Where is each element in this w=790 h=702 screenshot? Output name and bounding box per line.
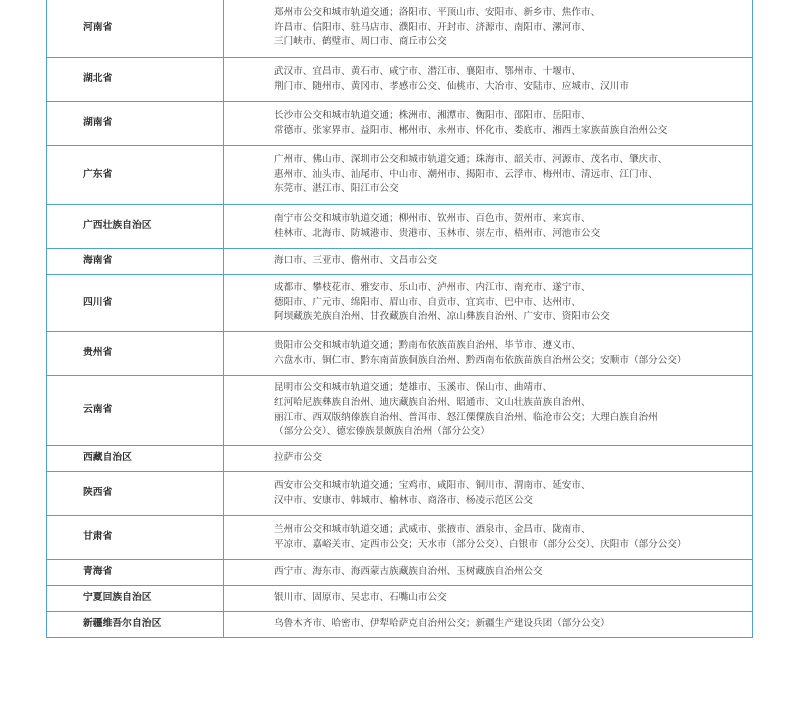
cities-line: 兰州市公交和城市轨道交通；武威市、张掖市、酒泉市、金昌市、陇南市、 [274, 523, 591, 535]
cities-cell [224, 586, 753, 612]
cities-cell [224, 516, 753, 560]
cities-cell [224, 560, 753, 586]
cities-line: 武汉市、宜昌市、黄石市、咸宁市、潜江市、襄阳市、鄂州市、十堰市、 [274, 65, 581, 77]
cities-line: 广州市、佛山市、深圳市公交和城市轨道交通；珠海市、韶关市、河源市、茂名市、肇庆市、 [274, 154, 668, 166]
province-cell: 四川省 [47, 275, 224, 332]
cities-line: 南宁市公交和城市轨道交通；柳州市、钦州市、百色市、贺州市、来宾市、 [274, 212, 591, 224]
table-row [47, 516, 753, 560]
table-row [47, 146, 753, 205]
cities-cell [224, 376, 753, 446]
cities-line: 平凉市、嘉峪关市、定西市公交；天水市（部分公交）、白银市（部分公交）、庆阳市（部分公交） [274, 538, 687, 550]
cities-cell [224, 102, 753, 146]
cities-cell [224, 58, 753, 102]
province-cell: 贵州省 [47, 332, 224, 376]
cities-cell [224, 249, 753, 275]
province-cell: 宁夏回族自治区 [47, 586, 224, 612]
province-cell: 青海省 [47, 560, 224, 586]
cities-line: 汉中市、安康市、韩城市、榆林市、商洛市、杨凌示范区公交 [274, 494, 534, 506]
province-cell: 广东省 [47, 146, 224, 205]
cities-line: 乌鲁木齐市、哈密市、伊犁哈萨克自治州公交；新疆生产建设兵团（部分公交） [274, 618, 610, 630]
cities-line: 海口市、三亚市、儋州市、文昌市公交 [274, 255, 438, 267]
table-row [47, 560, 753, 586]
table-row [47, 332, 753, 376]
table-row [47, 102, 753, 146]
cities-line: 东莞市、湛江市、阳江市公交 [274, 183, 399, 195]
table-row [47, 446, 753, 472]
cities-line: 许昌市、信阳市、驻马店市、濮阳市、开封市、济源市、南阳市、漯河市、 [274, 21, 591, 33]
province-cell: 广西壮族自治区 [47, 205, 224, 249]
cities-cell [224, 612, 753, 638]
cities-line: 德阳市、广元市、绵阳市、眉山市、自贡市、宜宾市、巴中市、达州市、 [274, 296, 581, 308]
table-row [47, 376, 753, 446]
cities-line: 六盘水市、铜仁市、黔东南苗族侗族自治州、黔西南布依族苗族自治州公交；安顺市（部分公交） [274, 354, 687, 366]
table-row [47, 205, 753, 249]
cities-line: 西宁市、海东市、海西蒙古族藏族自治州、玉树藏族自治州公交 [274, 566, 543, 578]
cities-cell [224, 205, 753, 249]
cities-line: 拉萨市公交 [274, 452, 322, 464]
cities-line: 三门峡市、鹤璧市、周口市、商丘市公交 [274, 36, 447, 48]
cities-line: 桂林市、北海市、防城港市、贵港市、玉林市、崇左市、梧州市、河池市公交 [274, 227, 601, 239]
cities-line: 红河哈尼族彝族自治州、迪庆藏族自治州、昭通市、文山壮族苗族自治州、 [274, 396, 591, 408]
table-row [47, 275, 753, 332]
cities-line: 郑州市公交和城市轨道交通；洛阳市、平顶山市、安阳市、新乡市、焦作市、 [274, 7, 601, 19]
cities-cell [224, 446, 753, 472]
province-cell: 湖南省 [47, 102, 224, 146]
cities-line: 西安市公交和城市轨道交通；宝鸡市、咸阳市、铜川市、渭南市、延安市、 [274, 479, 591, 491]
cities-line: 昆明市公交和城市轨道交通；楚雄市、玉溪市、保山市、曲靖市、 [274, 382, 553, 394]
cities-cell [224, 146, 753, 205]
cities-cell [224, 332, 753, 376]
province-cell: 陕西省 [47, 472, 224, 516]
cities-line: 荆门市、随州市、黄冈市、孝感市公交、仙桃市、大冶市、安陆市、应城市、汉川市 [274, 80, 629, 92]
cities-cell [224, 472, 753, 516]
table-row [47, 586, 753, 612]
table-row [47, 612, 753, 638]
cities-line: 长沙市公交和城市轨道交通；株洲市、湘潭市、衡阳市、邵阳市、岳阳市、 [274, 109, 591, 121]
province-cell: 甘肃省 [47, 516, 224, 560]
table-row [47, 58, 753, 102]
province-cell: 湖北省 [47, 58, 224, 102]
cities-line: 阿坝藏族羌族自治州、甘孜藏族自治州、凉山彝族自治州、广安市、资阳市公交 [274, 311, 610, 323]
transit-coverage-table [46, 0, 753, 638]
cities-line: 常德市、张家界市、益阳市、郴州市、永州市、怀化市、娄底市、湘西土家族苗族自治州公交 [274, 124, 668, 136]
province-cell: 云南省 [47, 376, 224, 446]
table-row [47, 472, 753, 516]
table-row [47, 249, 753, 275]
cities-line: （部分公交）、德宏傣族景颇族自治州（部分公交） [274, 426, 490, 438]
cities-line: 惠州市、汕头市、汕尾市、中山市、潮州市、揭阳市、云浮市、梅州市、清远市、江门市、 [274, 168, 658, 180]
cities-cell [224, 275, 753, 332]
table-row [47, 0, 753, 58]
cities-line: 贵阳市公交和城市轨道交通；黔南布依族苗族自治州、毕节市、遵义市、 [274, 339, 581, 351]
coverage-table-wrapper [46, 0, 744, 638]
cities-line: 银川市、固原市、吴忠市、石嘴山市公交 [274, 592, 447, 604]
table-body [47, 0, 753, 638]
cities-line: 成都市、攀枝花市、雅安市、乐山市、泸州市、内江市、南充市、遂宁市、 [274, 282, 591, 294]
cities-cell [224, 0, 753, 58]
cities-line: 丽江市、西双版纳傣族自治州、普洱市、怒江傈僳族自治州、临沧市公交；大理白族自治州 [274, 411, 658, 423]
province-cell: 西藏自治区 [47, 446, 224, 472]
province-cell: 海南省 [47, 249, 224, 275]
province-cell: 河南省 [47, 0, 224, 58]
province-cell: 新疆维吾尔自治区 [47, 612, 224, 638]
